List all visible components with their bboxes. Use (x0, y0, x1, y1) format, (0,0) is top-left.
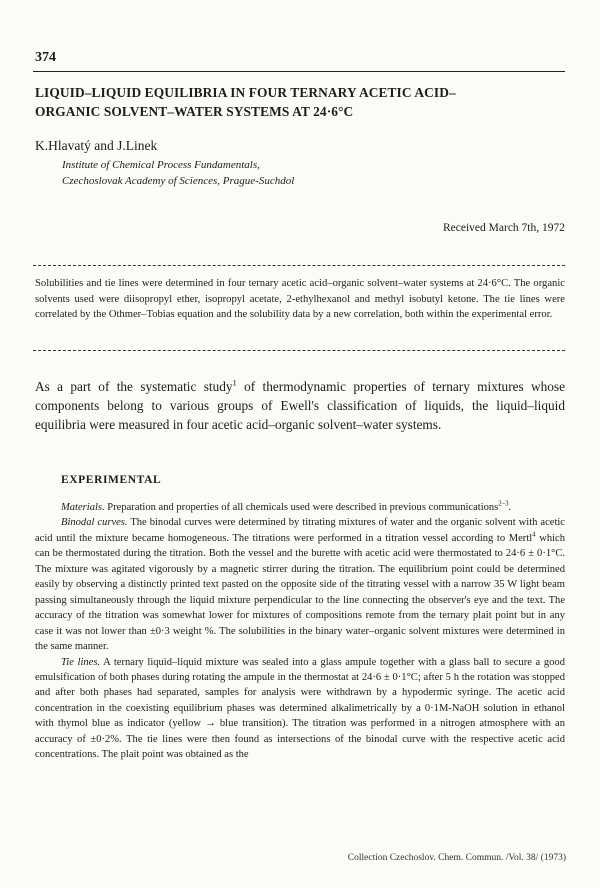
section-heading: EXPERIMENTAL (61, 474, 162, 486)
abstract: Solubilities and tie lines were determined in four ternary acetic acid–organic solvent–water systems at 24·6°C. The organic solvents used were diisopropyl ether, isopropyl acetate, 2-ethylhexanol and methyl isobutyl ketone. The tie lines were correlated by the Othmer–Tobias equation and the solubility data by a new correlation, both within the experimental error. (35, 278, 565, 321)
affiliation (62, 158, 294, 189)
affiliation-line: Czechoslovak Academy of Sciences, Prague-Suchdol (62, 174, 295, 187)
tie-lines-paragraph (35, 655, 565, 763)
paragraph-text: . (508, 502, 512, 513)
article-title (35, 83, 565, 121)
page-number: 374 (35, 50, 56, 65)
abstract-top-rule (33, 265, 565, 266)
paragraph-text: A ternary liquid–liquid mixture was sealed into a glass ampule together with a glass ball to secure a good emulsification of both phases during rotating the ampule in the thermostat at 24·6 ± 0·1°C; after 5 h the rotation was stopped and after both phases had separated, samples for analysis were withdrawn by a hypodermic syringe. The acetic acid concentration in the coexisting equilibrium phases was determined alkalimetrically by a 0·1M-NaOH solution in ethanol with thymol blue as indicator (yellow → blue transition). The titration was performed in a nitrogen atmosphere with an accuracy of ±0·2%. The tie lines were then found as intersections of the binodal curve with the respective acetic acid concentrations. The plait point was obtained as the (35, 656, 565, 761)
paragraph-text: Preparation and properties of all chemicals used were described in previous communications (104, 502, 499, 513)
paragraph-lead: Binodal curves. (61, 517, 128, 529)
paragraph-lead: Materials. (61, 502, 105, 513)
binodal-paragraph (35, 515, 565, 654)
intro-text: of thermodynamic properties of ternary mixtures whose components belong to various groups of Ewell's classification of liquids, the liquid–liquid equilibria were measured in four acetic acid–organic solvent–water systems. (35, 379, 566, 432)
author-line: K.Hlavatý and J.Linek (35, 138, 158, 153)
abstract-bottom-rule (33, 350, 565, 351)
received-date: Received March 7th, 1972 (443, 222, 565, 234)
paragraph-lead: Tie lines. (61, 656, 101, 668)
citation-ref: 2–3 (498, 500, 509, 508)
header-rule (33, 71, 565, 72)
affiliation-line: Institute of Chemical Process Fundamentals, (62, 159, 260, 171)
title-line: LIQUID–LIQUID EQUILIBRIA IN FOUR TERNARY ACETIC ACID– (35, 85, 456, 100)
citation-ref: 4 (532, 531, 536, 539)
title-line: ORGANIC SOLVENT–WATER SYSTEMS AT 24·6°C (35, 104, 354, 119)
materials-paragraph (35, 500, 565, 515)
section-body (35, 500, 565, 763)
intro-text: As a part of the systematic study (35, 379, 233, 394)
intro-paragraph (35, 378, 565, 434)
paragraph-text: which can be thermostated during the titration. Both the vessel and the burette with acetic acid were thermostated to 24·6 ± 0·1°C. The mixture was agitated vigorously by a magnetic stirrer during the titration. The equilibrium point could be determined easily by observing a distinctly printed text pasted on the opposite side of the titrating vessel with a narrow 35 W light beam passing simultaneously through the liquid mixture perpendicular to the line connecting the observer's eye and the text. The accuracy of the titration was somewhat lower for mixtures of compositions remote from the ternary plait point but in any case it was not lower than ±0·3 weight %. The solubilities in the binary water–organic solvent mixtures were determined in the same manner. (35, 532, 565, 653)
citation-ref: 1 (232, 377, 237, 388)
paragraph-text: The binodal curves were determined by titrating mixtures of water and the organic solvent with acetic acid until the mixture became homogeneous. The titrations were performed in a titration vessel according to Mertl (35, 517, 565, 544)
journal-citation: Collection Czechoslov. Chem. Commun. /Vol. 38/ (1973) (347, 853, 566, 863)
